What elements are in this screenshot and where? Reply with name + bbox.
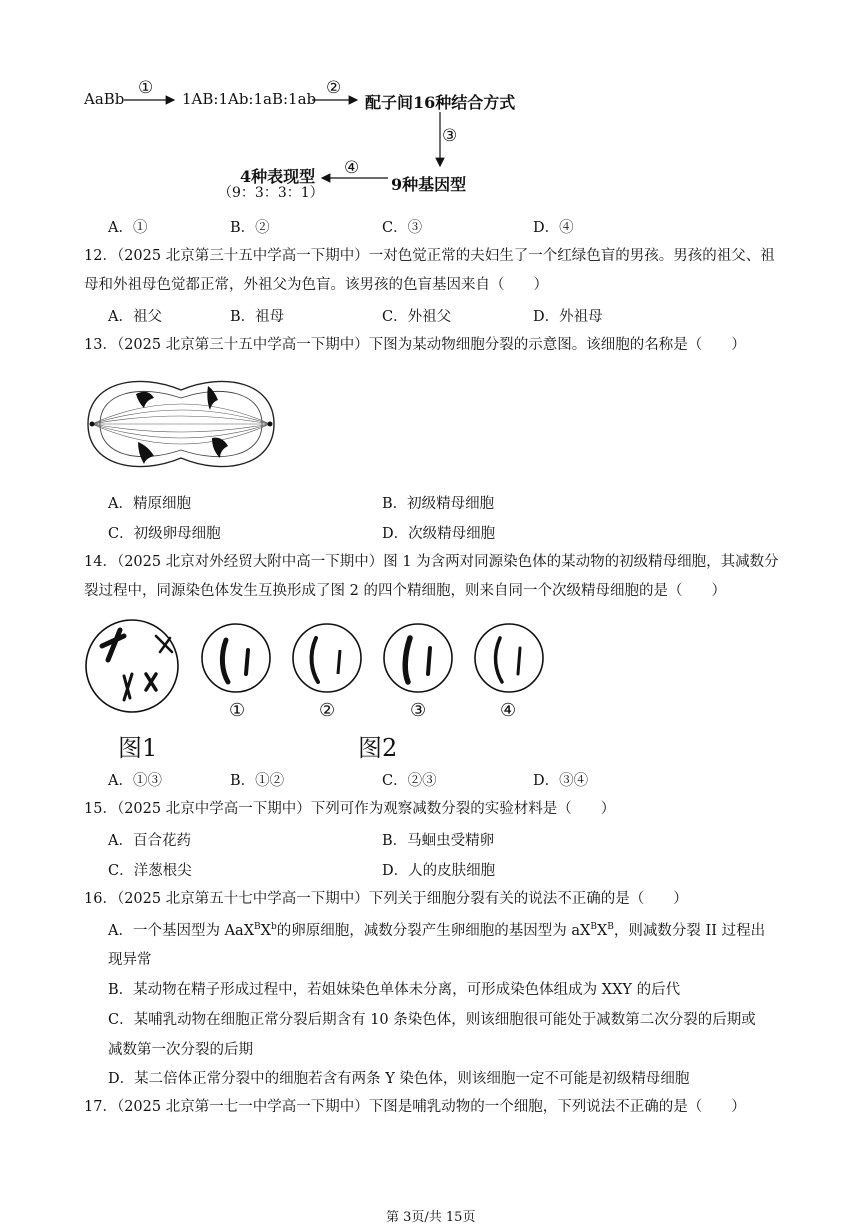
q14-fig1-caption: 图1: [118, 734, 158, 762]
q15-stem: 15．（2025 北京中学高一下期中）下列可作为观察减数分裂的实验材料是（ ）: [84, 801, 616, 817]
q14-label-1: ①: [229, 700, 246, 721]
flow-genotypes: 9种基因型: [391, 175, 467, 194]
q12-option-c: C．外祖父: [382, 309, 452, 325]
q14-option-a: A．①③: [108, 773, 162, 789]
sperm-cell-2: [293, 624, 361, 692]
q14-label-3: ③: [410, 700, 427, 721]
q15-option-c: C．洋葱根尖: [108, 863, 192, 879]
flow-arrows: [0, 0, 868, 230]
q11-option-b: B．②: [230, 220, 270, 236]
q13-stem: 13．（2025 北京第三十五中学高一下期中）下图为某动物细胞分裂的示意图。该细胞的名称是（ ）: [84, 337, 746, 353]
q15-option-d: D．人的皮肤细胞: [382, 863, 496, 879]
q12-option-a: A．祖父: [108, 309, 162, 325]
q12-options: [108, 305, 808, 325]
q12-stem-line1: 12．（2025 北京第三十五中学高一下期中）一对色觉正常的夫妇生了一个红绿色盲的男孩。男孩的祖父、祖: [84, 248, 775, 264]
flow-ratio: （9：3：3：1）: [218, 185, 324, 201]
flow-combos: 配子间16种结合方式: [365, 93, 516, 112]
page-footer: 第 3页/共 15页: [386, 1210, 476, 1225]
q12-stem-line2: 母和外祖母色觉都正常，外祖父为色盲。该男孩的色盲基因来自（ ）: [84, 277, 548, 293]
q13-options-row1: [108, 492, 808, 512]
q14-stem-line1: 14．（2025 北京对外经贸大附中高一下期中）图 1 为含两对同源染色体的某动物的初级精母细胞，其减数分: [84, 554, 779, 570]
q14-label-4: ④: [500, 700, 517, 721]
q14-label-2: ②: [319, 700, 336, 721]
q16-option-d: D．某二倍体正常分裂中的细胞若含有两条 Y 染色体，则该细胞一定不可能是初级精母细胞: [108, 1071, 690, 1087]
q13-options-row2: [108, 522, 808, 542]
q13-option-a: A．精原细胞: [108, 496, 191, 512]
q16-option-c-line1: C．某哺乳动物在细胞正常分裂后期含有 10 条染色体，则该细胞很可能处于减数第二次分裂的后期或: [108, 1012, 756, 1028]
sperm-cell-1: [202, 624, 270, 692]
q14-option-d: D．③④: [533, 773, 589, 789]
flow-step1-label: ①: [138, 78, 154, 98]
q13-option-c: C．初级卵母细胞: [108, 526, 221, 542]
q16-option-a-line1: A．一个基因型为 $AaX^BX^b$的卵原细胞，减数分裂产生卵细胞的基因型为 $aX^BX^B$，则减数分裂 II 过程出: [108, 922, 766, 939]
q15-options-row1: [108, 829, 808, 849]
q14-option-b: B．①②: [230, 773, 285, 789]
sperm-cell-4: [475, 624, 543, 692]
q13-option-b: B．初级精母细胞: [382, 496, 495, 512]
flow-step2-label: ②: [326, 78, 342, 98]
q12-option-d: D．外祖母: [533, 309, 603, 325]
figure1-cell: [86, 620, 178, 712]
q11-options: [108, 216, 808, 236]
q14-stem-line2: 裂过程中，同源染色体发生互换形成了图 2 的四个精细胞，则来自同一个次级精母细胞的是（ ）: [84, 583, 726, 599]
q13-cell-diagram: [78, 364, 284, 484]
q17-stem: 17．（2025 北京第一七一中学高一下期中）下图是哺乳动物的一个细胞，下列说法不正确的是（ ）: [84, 1099, 746, 1115]
q11-option-a: A．①: [108, 220, 148, 236]
q14-options: [108, 769, 808, 789]
q15-option-b: B．马蛔虫受精卵: [382, 833, 495, 849]
q12-option-b: B．祖母: [230, 309, 285, 325]
q14-option-c: C．②③: [382, 773, 437, 789]
q13-option-d: D．次级精母细胞: [382, 526, 496, 542]
flow-phenotypes: 4种表现型: [240, 167, 316, 186]
flow-step3-label: ③: [442, 126, 458, 146]
q15-option-a: A．百合花药: [108, 833, 191, 849]
flow-gametes: 1AB:1Ab:1aB:1ab: [182, 90, 317, 108]
q11-option-d: D．④: [533, 220, 574, 236]
q16-option-a-line2: 现异常: [108, 952, 152, 968]
flow-start: AaBb: [84, 90, 125, 108]
sperm-cell-3: [384, 624, 452, 692]
q14-fig2-caption: 图2: [358, 734, 398, 762]
flow-step4-label: ④: [344, 158, 360, 178]
q11-option-c: C．③: [382, 220, 423, 236]
q16-option-c-line2: 减数第一次分裂的后期: [108, 1042, 253, 1058]
q16-option-b: B．某动物在精子形成过程中，若姐妹染色单体未分离，可形成染色体组成为 XXY 的后代: [108, 982, 681, 998]
q15-options-row2: [108, 859, 808, 879]
q16-stem: 16．（2025 北京第五十七中学高一下期中）下列关于细胞分裂有关的说法不正确的是（ ）: [84, 891, 688, 907]
